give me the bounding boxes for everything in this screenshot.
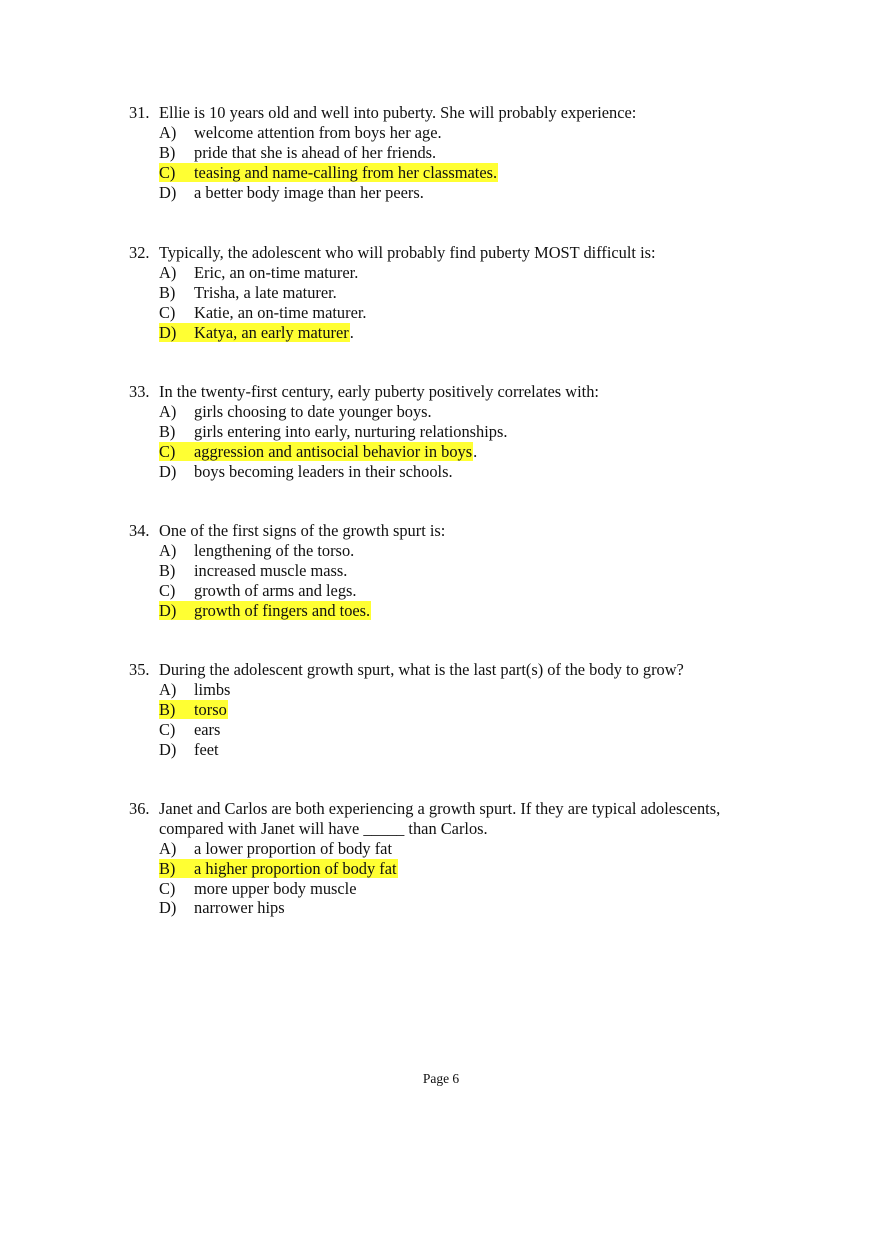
option-text: limbs [194,679,231,699]
option-letter: C) [159,878,176,898]
option-a [159,680,789,700]
question-stem [129,521,789,541]
option-b [159,143,789,163]
option-text: Katya, an early maturer [194,322,349,342]
option-text: teasing and name-calling from her classmates. [194,162,498,182]
option-letter: A) [159,540,177,560]
option-a [159,123,789,143]
option-letter: A) [159,122,177,142]
question-number: 31. [129,103,150,122]
option-letter: D) [159,600,177,620]
question-text: Typically, the adolescent who will probably find puberty MOST difficult is: [159,243,656,262]
option-letter: D) [159,182,177,202]
option-text: Katie, an on-time maturer. [194,302,367,322]
question-stem [129,103,789,123]
question-35 [129,660,789,759]
option-letter: A) [159,401,177,421]
question-31 [129,103,789,202]
option-c [159,879,789,899]
answer-highlight [159,163,498,182]
option-text: girls choosing to date younger boys. [194,401,432,421]
question-34 [129,521,789,620]
option-text: aggression and antisocial behavior in boys [194,441,473,461]
answer-options [129,839,789,919]
question-number: 36. [129,799,150,818]
option-trailing-text: . [473,441,478,461]
option-letter: B) [159,142,176,162]
option-letter: D) [159,739,177,759]
answer-options [129,541,789,621]
option-a [159,839,789,859]
option-text: a higher proportion of body fat [194,858,397,878]
option-c [159,720,789,740]
option-text: a lower proportion of body fat [194,838,393,858]
option-c [159,581,789,601]
option-a [159,263,789,283]
option-d-correct [159,323,789,343]
answer-highlight [159,700,228,719]
answer-highlight [159,859,398,878]
question-text: During the adolescent growth spurt, what is the last part(s) of the body to grow? [159,660,684,679]
option-a [159,541,789,561]
option-d [159,462,789,482]
question-text: In the twenty-first century, early puberty positively correlates with: [159,382,599,401]
answer-options [129,263,789,343]
answer-highlight [159,601,371,620]
option-letter: A) [159,838,177,858]
option-text: feet [194,739,219,759]
option-letter: D) [159,461,177,481]
option-a [159,402,789,422]
question-number: 35. [129,660,150,679]
question-number: 33. [129,382,150,401]
option-text: Trisha, a late maturer. [194,282,337,302]
question-stem [129,660,789,680]
option-trailing-text: . [349,322,354,342]
option-letter: D) [159,898,177,918]
option-text: narrower hips [194,898,285,918]
question-33 [129,382,789,481]
option-letter: B) [159,560,176,580]
question-stem-continued [129,819,789,839]
answer-options [129,402,789,482]
question-36 [129,799,789,918]
question-stem [129,382,789,402]
option-letter: C) [159,719,176,739]
option-letter: B) [159,282,176,302]
answer-highlight [159,442,473,461]
option-text: a better body image than her peers. [194,182,424,202]
question-text: Janet and Carlos are both experiencing a growth spurt. If they are typical adolescents, [159,799,721,818]
option-letter: A) [159,262,177,282]
question-text: One of the first signs of the growth spurt is: [159,521,446,540]
option-letter: C) [159,580,176,600]
question-stem [129,243,789,263]
option-text: ears [194,719,221,739]
option-text: lengthening of the torso. [194,540,355,560]
option-letter: D) [159,322,177,342]
option-c-correct [159,442,789,462]
option-c [159,303,789,323]
option-d [159,183,789,203]
answer-highlight [159,323,350,342]
question-number: 34. [129,521,150,540]
option-text: welcome attention from boys her age. [194,122,442,142]
question-stem [129,799,789,819]
option-letter: B) [159,421,176,441]
option-text: more upper body muscle [194,878,357,898]
answer-options [129,123,789,203]
option-b [159,283,789,303]
option-letter: B) [159,699,176,719]
option-d [159,898,789,918]
option-text: girls entering into early, nurturing relationships. [194,421,508,441]
question-text: compared with Janet will have _____ than Carlos. [159,818,488,838]
page-number: Page 6 [422,1071,460,1086]
option-c-correct [159,163,789,183]
option-letter: A) [159,679,177,699]
option-letter: C) [159,162,176,182]
option-b-correct [159,859,789,879]
answer-options [129,680,789,760]
option-text: growth of fingers and toes. [194,600,371,620]
question-text: Ellie is 10 years old and well into puberty. She will probably experience: [159,103,637,122]
option-text: Eric, an on-time maturer. [194,262,359,282]
option-text: torso [194,699,227,719]
option-b-correct [159,700,789,720]
option-letter: C) [159,302,176,322]
option-text: pride that she is ahead of her friends. [194,142,437,162]
option-text: growth of arms and legs. [194,580,357,600]
question-number: 32. [129,243,150,262]
option-text: increased muscle mass. [194,560,348,580]
question-32 [129,243,789,342]
option-b [159,561,789,581]
option-text: boys becoming leaders in their schools. [194,461,453,481]
option-letter: C) [159,441,176,461]
option-letter: B) [159,858,176,878]
option-d-correct [159,601,789,621]
option-d [159,740,789,760]
option-b [159,422,789,442]
